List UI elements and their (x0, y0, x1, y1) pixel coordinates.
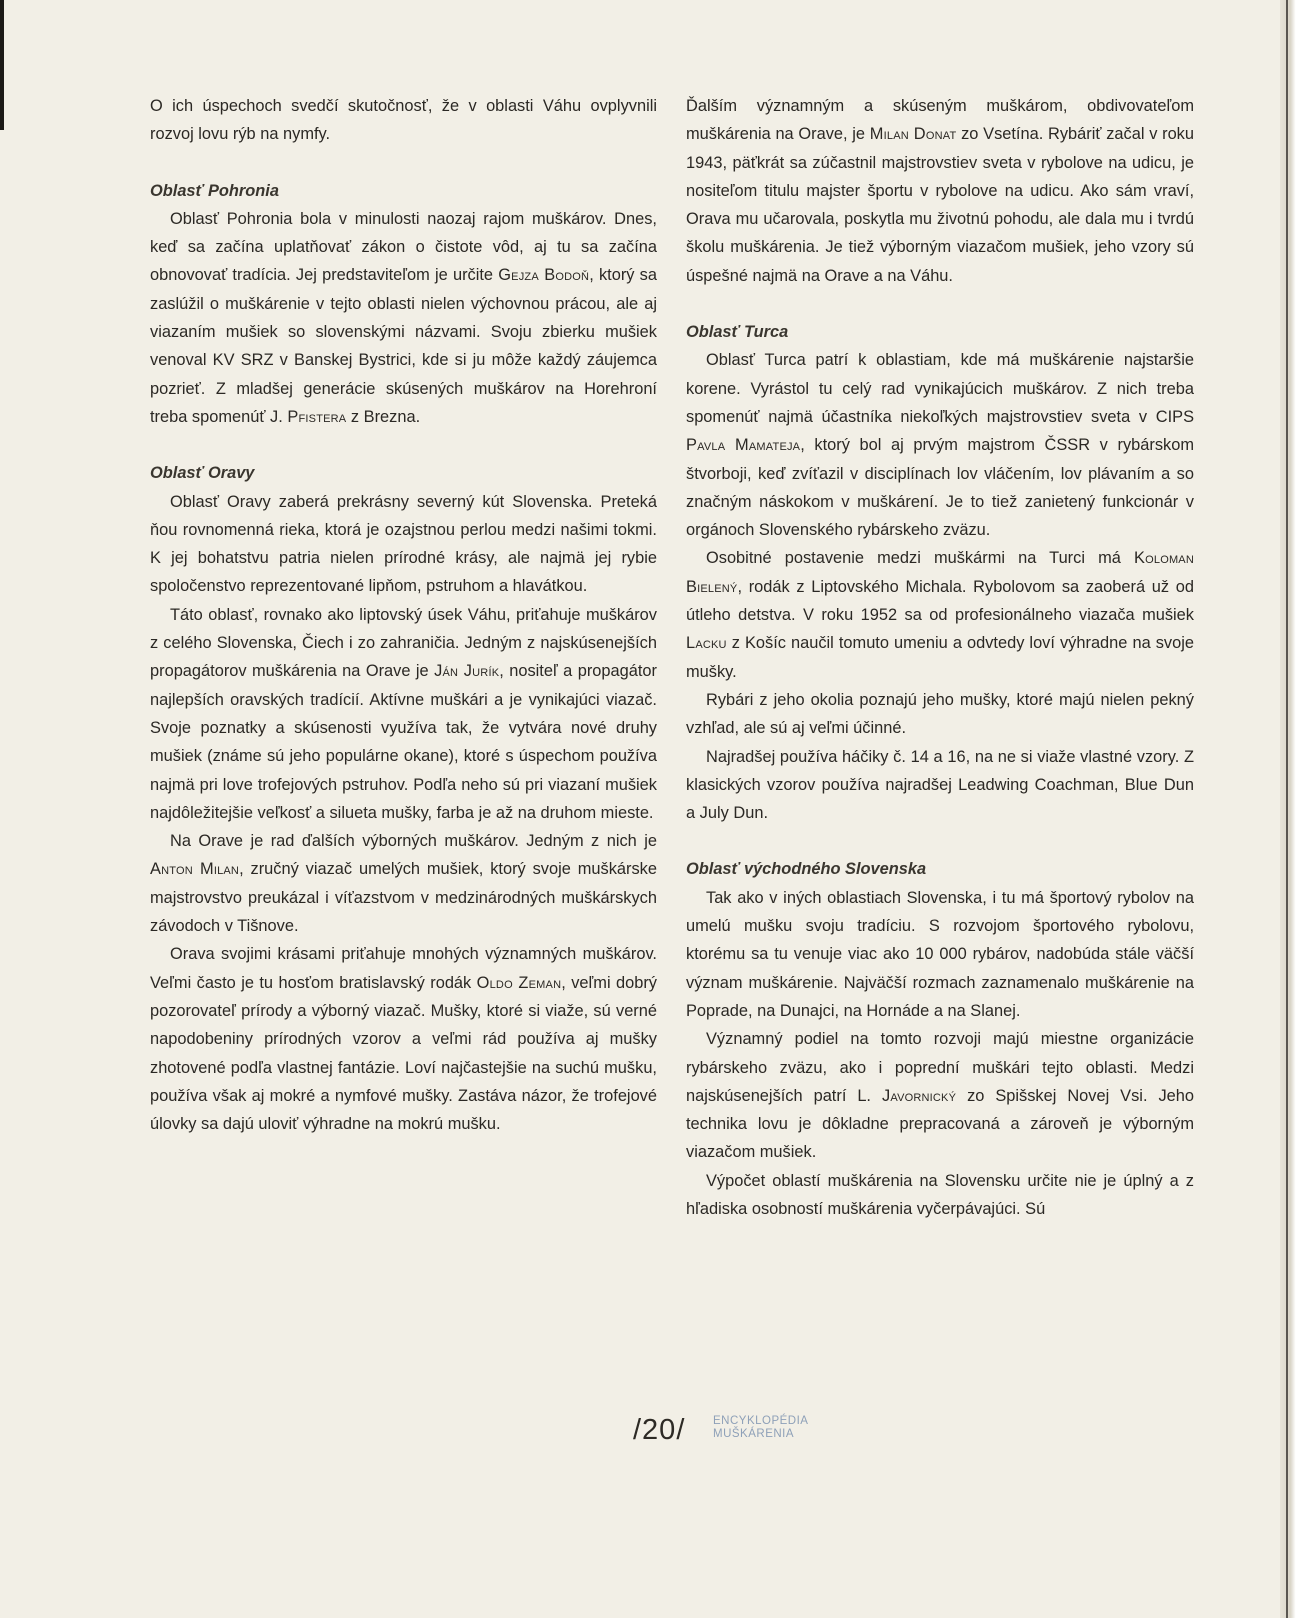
oravy-paragraph-4: Orava svojimi krásami priťahuje mnohých významných muškárov. Veľmi často je tu hosťom bratislavský rodák Oldo Zeman, veľmi dobrý pozorovateľ prírody a výborný viazač. Mušky, ktoré si viaže, sú verné napodobeniny prírodných vzorov a veľmi rád používa aj mušky zhotovené podľa vlastnej fantázie. Loví najčastejšie na suchú mušku, používa však aj mokré a nymfové mušky. Zastáva názor, že trofejové úlovky sa dajú uloviť výhradne na mokrú mušku. (150, 945, 657, 1134)
person-name: Ján Jurík (434, 662, 500, 681)
person-name: Pfistera (287, 407, 347, 426)
person-name: Pavla Mamateja (686, 436, 801, 455)
turca-paragraph-4: Najradšej používa háčiky č. 14 a 16, na ne si viaže vlastné vzory. Z klasických vzorov používa najradšej Leadwing Coachman, Blue Dun a July Dun. (686, 747, 1194, 823)
person-name: Koloman Bielený (686, 549, 1194, 596)
vychod-paragraph-1: Tak ako v iných oblastiach Slovenska, i tu má športový rybolov na umelú mušku svoju tradíciu. S rozvojom športového rybolovu, ktorému sa tu venuje viac ako 10 000 rybárov, nadobúda stále väčší význam muškárenie. Najväčší rozmach zaznamenalo muškárenie na Poprade, na Dunajci, na Hornáde a na Slanej. (686, 888, 1194, 1020)
left-column (150, 92, 657, 1138)
publication-title (713, 1415, 873, 1441)
vychod-paragraph-3: Výpočet oblastí muškárenia na Slovensku určite nie je úplný a z hľadiska osobností muškárenia vyčerpávajúci. Sú (686, 1171, 1194, 1218)
pohronia-paragraph: Oblasť Pohronia bola v minulosti naozaj rajom muškárov. Dnes, keď sa začína uplatňovať zákon o čistote vôd, aj tu sa začína obnovovať tradícia. Jej predstaviteľom je určite Gejza Bodoň, ktorý sa zaslúžil o muškárenie v tejto oblasti nielen výchovnou prácou, ale aj viazaním mušiek so slovenskými názvami. Svoju zbierku mušiek venoval KV SRZ v Banskej Bystrici, kde si ju môže každý záujemca pozrieť. Z mladšej generácie skúsených muškárov na Horehroní treba spomenúť J. Pfistera z Brezna. (150, 209, 657, 426)
right-column (686, 92, 1194, 1223)
turca-paragraph-3: Rybári z jeho okolia poznajú jeho mušky, ktoré majú nielen pekný vzhľad, ale sú aj veľmi účinné. (686, 690, 1194, 738)
person-name: Milan Donat (869, 125, 957, 144)
person-name: Oldo Zeman (476, 973, 562, 992)
oravy-paragraph-3: Na Orave je rad ďalších výborných muškárov. Jedným z nich je Anton Milan, zručný viazač umelých mušiek, ktorý svoje muškárske majstrovstvo preukázal i víťazstvom v medzinárodných muškárskych závodoch v Tišnove. (150, 832, 657, 936)
person-name: Lacku (686, 634, 727, 653)
turca-paragraph-1: Oblasť Turca patrí k oblastiam, kde má muškárenie najstaršie korene. Vyrástol tu celý rad vynikajúcich muškárov. Z nich treba spomenúť najmä účastníka niekoľkých majstrovstiev sveta v CIPS Pavla Mamateja, ktorý bol aj prvým majstrom ČSSR v rybárskom štvorboji, keď zvíťazil v disciplínach lov vláčením, lov plávaním a so značným náskokom v muškárení. Je to tiež zanietený funkcionár v orgánoch Slovenského rybárskeho zväzu. (686, 351, 1194, 540)
publication-title-line-2: MUŠKÁRENIA (713, 1428, 795, 1440)
person-name: Gejza Bodoň (498, 266, 590, 285)
page-footer (0, 1410, 1306, 1450)
vychod-paragraph-2: Významný podiel na tomto rozvoji majú miestne organizácie rybárskeho zväzu, ako i poprední muškári tejto oblasti. Medzi najskúsenejších patrí L. Javornický zo Spišskej Novej Vsi. Jeho technika lovu je dôkladne prepracovaná a zároveň je výborným viazačom mušiek. (686, 1030, 1194, 1162)
turca-paragraph-2: Osobitné postavenie medzi muškármi na Turci má Koloman Bielený, rodák z Liptovského Michala. Rybolovom sa zaoberá už od útleho detstva. V roku 1952 sa od profesionálneho viazača mušiek Lacku z Košíc naučil tomuto umeniu a odvtedy loví výhradne na svoje mušky. (686, 549, 1194, 681)
page-number: /20/ (633, 1414, 686, 1446)
oravy-paragraph-2: Táto oblasť, rovnako ako liptovský úsek Váhu, priťahuje muškárov z celého Slovenska, Čiech i zo zahraničia. Jedným z najskúsenejších propagátorov muškárenia na Orave je Ján Jurík, nositeľ a propagátor najlepších oravských tradícií. Aktívne muškári a je vynikajúci viazač. Svoje poznatky a skúsenosti využíva tak, že vytvára nové druhy mušiek (známe sú jeho populárne okane), ktoré s úspechom používa najmä pri love trofejových pstruhov. Podľa neho sú pri viazaní mušiek najdôležitejšie veľkosť a silueta mušky, farba je až na druhom mieste. (150, 605, 657, 822)
right-intro-paragraph: Ďalším významným a skúseným muškárom, obdivovateľom muškárenia na Orave, je Milan Donat zo Vsetína. Rybáriť začal v roku 1943, päťkrát sa zúčastnil majstrovstiev sveta v rybolove na udicu, je nositeľom titulu majster športu v rybolove na udicu. Ako sám vraví, Orava mu učarovala, poskytla mu životnú pohodu, ale dala mu i tvrdú školu muškárenia. Je tiež výborným viazačom mušiek, jeho vzory sú úspešné najmä na Orave a na Váhu. (686, 97, 1194, 285)
heading-pohronia: Oblasť Pohronia (150, 181, 279, 200)
heading-turca: Oblasť Turca (686, 323, 789, 342)
intro-paragraph: O ich úspechoch svedčí skutočnosť, že v oblasti Váhu ovplyvnili rozvoj lovu rýb na nymfy. (150, 97, 657, 144)
publication-title-line-1: ENCYKLOPÉDIA (713, 1415, 809, 1427)
heading-oravy: Oblasť Oravy (150, 464, 255, 483)
scan-edge-left (0, 0, 4, 130)
oravy-paragraph-1: Oblasť Oravy zaberá prekrásny severný kút Slovenska. Preteká ňou rovnomenná rieka, ktorá je ozajstnou perlou medzi našimi tokmi. K jej bohatstvu patria nielen prírodné krásy, ale najmä jej rybie spoločenstvo reprezentované lipňom, pstruhom a hlavátkou. (150, 492, 657, 596)
person-name: Anton Milan (150, 860, 240, 879)
scan-edge-right (1280, 0, 1306, 1618)
heading-vychod: Oblasť východného Slovenska (686, 860, 927, 879)
person-name: Javornický (881, 1086, 957, 1105)
